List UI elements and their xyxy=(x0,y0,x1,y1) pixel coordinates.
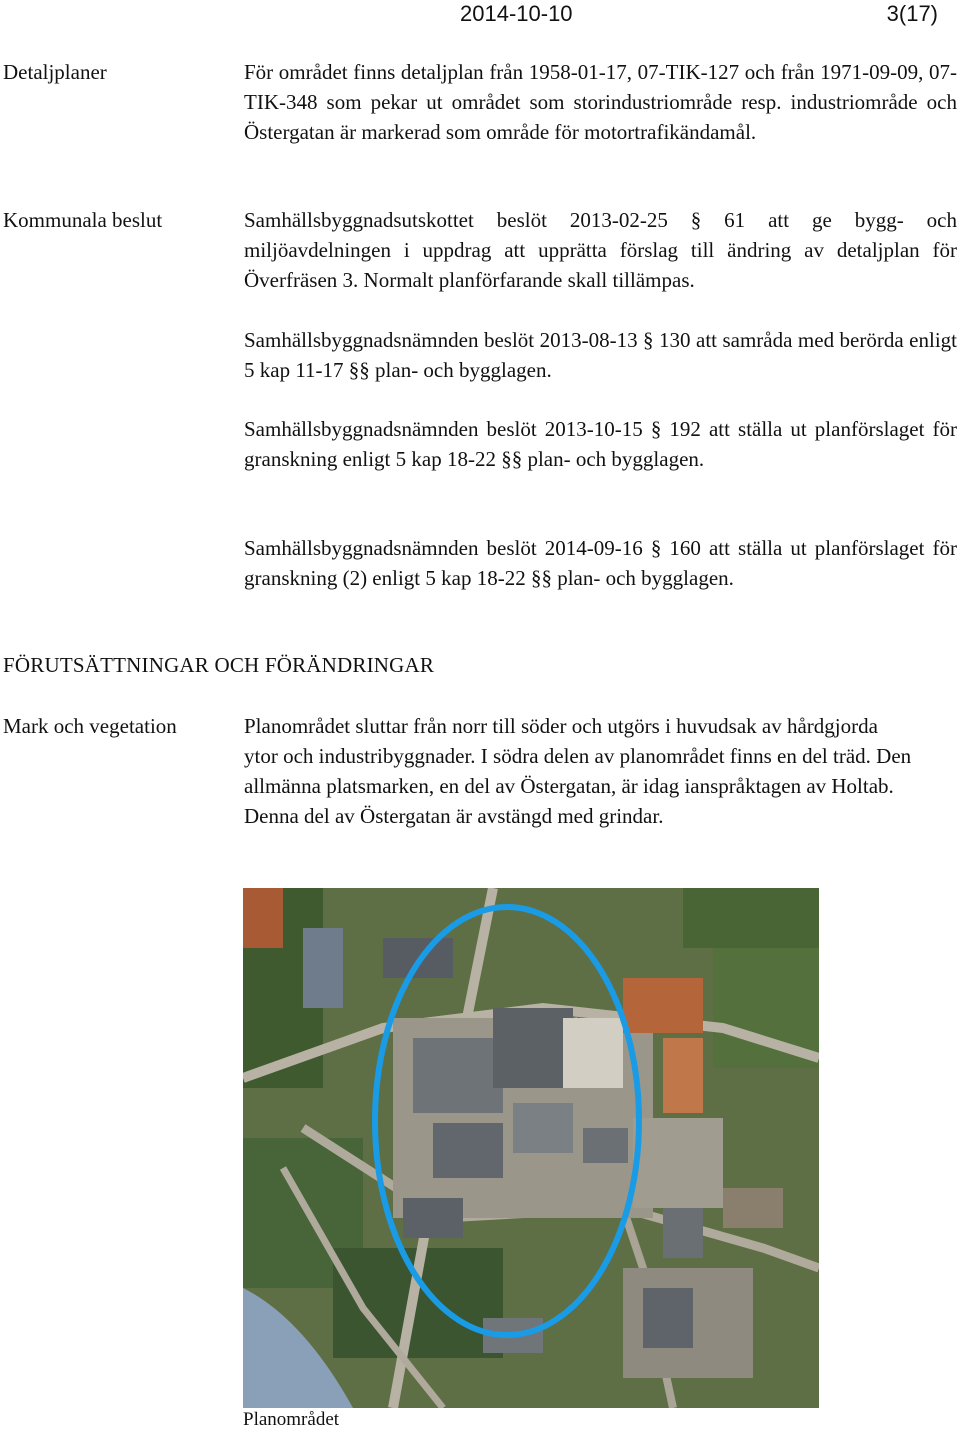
aerial-map-graphic xyxy=(243,888,819,1408)
aerial-photo xyxy=(243,888,819,1408)
label-detaljplaner: Detaljplaner xyxy=(3,60,107,84)
figure-caption: Planområdet xyxy=(243,1409,340,1430)
beslut-paragraph: Samhällsbyggnadsnämnden beslöt 2014-09-16 § 160 att ställa ut planförslaget för granskning (2) enligt 5 kap 18-22 §§ plan- och bygglagen. xyxy=(244,536,957,590)
page-header xyxy=(0,0,960,30)
beslut-paragraph: Samhällsbyggnadsnämnden beslöt 2013-10-15 § 192 att ställa ut planförslaget för granskning enligt 5 kap 18-22 §§ plan- och bygglagen. xyxy=(244,417,957,471)
beslut-paragraph: Samhällsbyggnadsutskottet beslöt 2013-02-25 § 61 att ge bygg- och miljöavdelningen i uppdrag att upprätta förslag till ändring av detaljplan för Överfräsen 3. Normalt planförfarande skall tillämpas. xyxy=(244,208,957,292)
mark-text: Planområdet sluttar från norr till söder och utgörs i huvudsak av hårdgjorda ytor och industribyggnader. I södra delen av planområdet finns en del träd. Den allmänna platsmarken, en del av Östergatan, är idag ianspråktagen av Holtab. Denna del av Östergatan är avstängd med grindar. xyxy=(244,714,912,828)
header-date: 2014-10-10 xyxy=(460,1,573,26)
section-heading: FÖRUTSÄTTNINGAR OCH FÖRÄNDRINGAR xyxy=(3,653,435,677)
label-mark-och-vegetation: Mark och vegetation xyxy=(3,714,177,738)
detaljplaner-text: För området finns detaljplan från 1958-01-17, 07-TIK-127 och från 1971-09-09, 07-TIK-348 som pekar ut området som storindustriområde resp. industriområde och Östergatan är markerad som område för motortrafikändamål. xyxy=(244,60,957,144)
page-number: 3(17) xyxy=(886,1,938,26)
label-kommunala-beslut: Kommunala beslut xyxy=(3,208,163,232)
beslut-paragraph: Samhällsbyggnadsnämnden beslöt 2013-08-13 § 130 att samråda med berörda enligt 5 kap 11-17 §§ plan- och bygglagen. xyxy=(244,328,957,382)
